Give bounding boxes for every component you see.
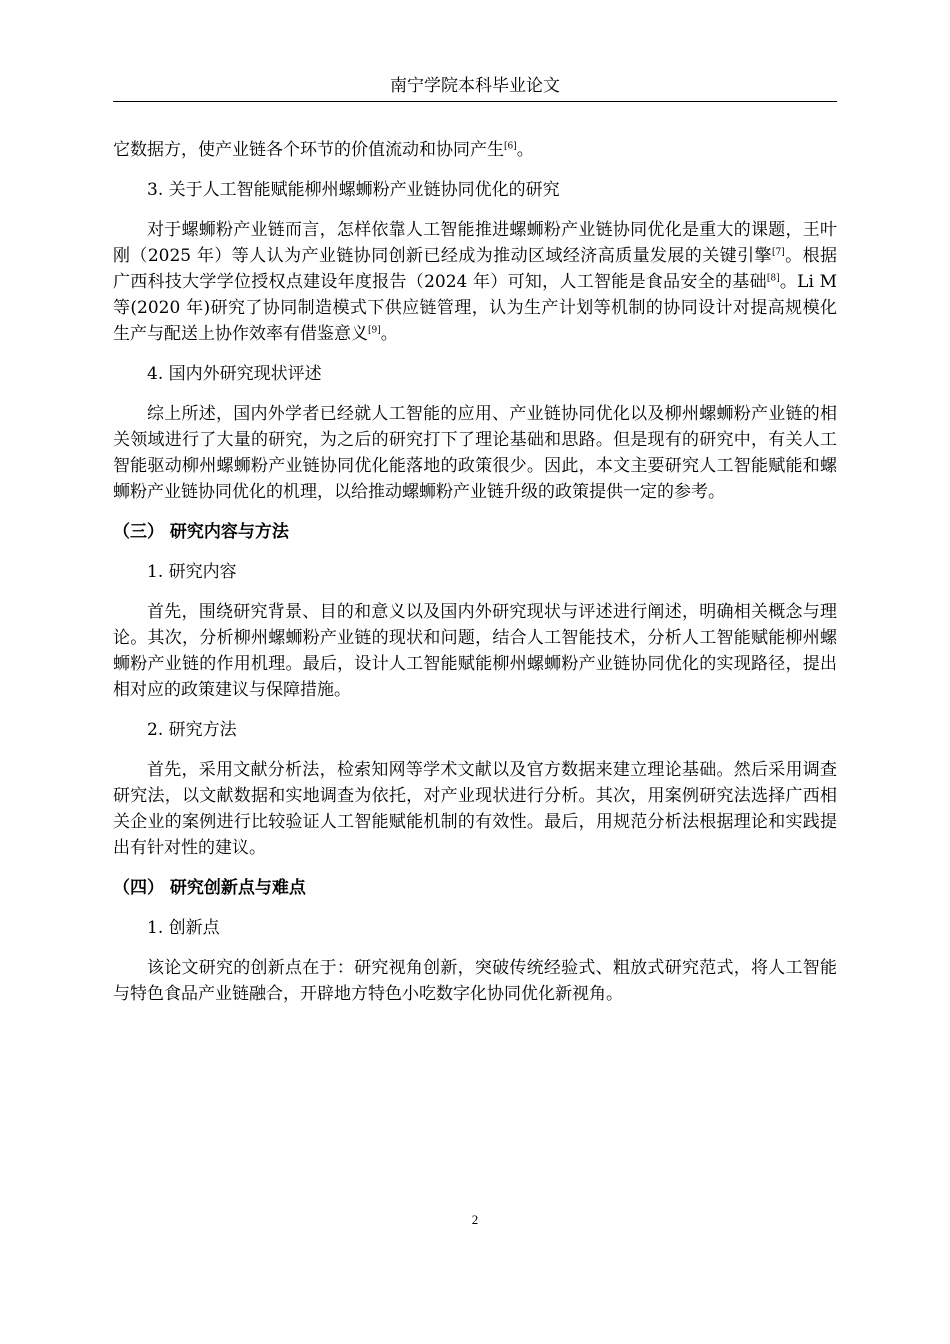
paragraph-ai-chain xyxy=(113,217,837,347)
paragraph-research-content: 首先，围绕研究背景、目的和意义以及国内外研究现状与评述进行阐述，明确相关概念与理论。其次，分析柳州螺蛳粉产业链的现状和问题，结合人工智能技术，分析人工智能赋能柳州螺蛳粉产业链的作用机理。最后，设计人工智能赋能柳州螺蛳粉产业链协同优化的实现路径，提出相对应的政策建议与保障措施。 xyxy=(113,602,837,700)
subheading-item-3: 3. 关于人工智能赋能柳州螺蛳粉产业链协同优化的研究 xyxy=(147,180,560,200)
subheading-innovation: 1. 创新点 xyxy=(147,918,220,938)
page-number: 2 xyxy=(471,1212,479,1227)
citation-ref: [9] xyxy=(368,325,381,336)
citation-ref: [8] xyxy=(766,273,780,284)
paragraph-end: 。 xyxy=(380,324,398,344)
paragraph-text: 对于螺蛳粉产业链而言，怎样依靠人工智能推进螺蛳粉产业链协同优化是重大的课题，王叶刚（2025 年）等人认为产业链协同创新已经成为推动区域经济高质量发展的关键引擎 xyxy=(113,220,837,266)
paragraph-innovation: 该论文研究的创新点在于：研究视角创新，突破传统经验式、粗放式研究范式，将人工智能与特色食品产业链融合，开辟地方特色小吃数字化协同优化新视角。 xyxy=(113,958,837,1004)
running-header: 南宁学院本科毕业论文 xyxy=(390,76,560,96)
paragraph-research-method: 首先，采用文献分析法，检索知网等学术文献以及官方数据来建立理论基础。然后采用调查研究法，以文献数据和实地调查为依托，对产业现状进行分析。其次，用案例研究法选择广西相关企业的案例进行比较验证人工智能赋能机制的有效性。最后，用规范分析法根据理论和实践提出有针对性的建议。 xyxy=(113,760,837,858)
subheading-item-4: 4. 国内外研究现状评述 xyxy=(147,364,322,384)
paragraph-text: 。Li M 等(2020 年)研究了协同制造模式下供应链管理，认为生产计划等机制的协同设计对提高规模化生产与配送上协作效率有借鉴意义 xyxy=(113,272,837,344)
paragraph-review: 综上所述，国内外学者已经就人工智能的应用、产业链协同优化以及柳州螺蛳粉产业链的相关领域进行了大量的研究，为之后的研究打下了理论基础和思路。但是现有的研究中，有关人工智能驱动柳州螺蛳粉产业链协同优化能落地的政策很少。因此，本文主要研究人工智能赋能和螺蛳粉产业链协同优化的机理，以给推动螺蛳粉产业链升级的政策提供一定的参考。 xyxy=(113,404,837,502)
citation-ref: [6] xyxy=(504,141,517,152)
paragraph-end: 。 xyxy=(516,140,534,160)
subheading-research-method: 2. 研究方法 xyxy=(147,720,237,740)
subheading-research-content: 1. 研究内容 xyxy=(147,562,237,582)
paragraph-text: 它数据方，使产业链各个环节的价值流动和协同产生 xyxy=(113,140,504,160)
section-heading-3: （三） 研究内容与方法 xyxy=(113,522,289,542)
section-heading-4: （四） 研究创新点与难点 xyxy=(113,878,306,898)
paragraph-continued xyxy=(113,137,837,163)
citation-ref: [7] xyxy=(771,247,785,258)
header-rule xyxy=(113,101,837,102)
page-body xyxy=(113,137,837,1021)
paragraph-text: 。根据广西科技大学学位授权点建设年度报告（2024 年）可知，人工智能是食品安全的基础 xyxy=(113,246,837,292)
